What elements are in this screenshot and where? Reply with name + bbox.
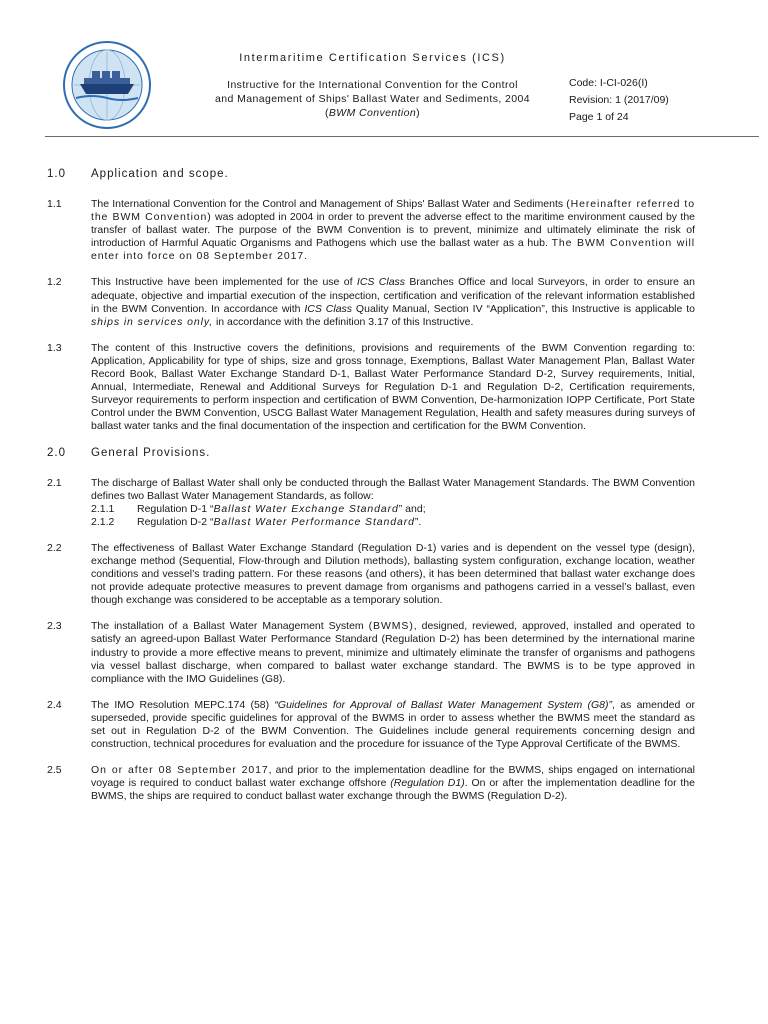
paragraph-2-3: 2.3 The installation of a Ballast Water Management System (BWMS), designed, reviewed, approved, installed and operated to satisfy an agreed-upon Ballast Water Performance Standard (Regulation D-2) has been determined by the international marine industry to provide a more effective means to prevent, minimize and ultimately eliminate the transfer of organisms and pathogens via vessel ballast discharge, when compared to ballast water exchange standard. The BWMS is to be type approved in compliance with the IMO Guidelines (G8). (47, 620, 695, 685)
header-title-block (190, 52, 555, 120)
paragraph-2-4: 2.4 The IMO Resolution MEPC.174 (58) “Guidelines for Approval of Ballast Water Management System (G8)”, as amended or superseded, provide specific guidelines for approval of the BWMS in order to assess whether the BWMS meet the standard as set out in Regulation D-2 of the BWM Convention. The Guidelines include general requirements concerning design and construction, technical procedures for evaluation and the procedure for issuance of the Type Approval Certificate of the BWMS. (47, 698, 695, 751)
paragraph-2-5: 2.5 On or after 08 September 2017, and prior to the implementation deadline for the BWMS, ships engaged on international voyage is required to conduct ballast water exchange offshore (Regulation D1). On or after the implementation deadline for the BWMS, the ships are required to conduct ballast water exchange through the BWMS (Regulation D-2). (47, 764, 695, 803)
paragraph-2-1: 2.1 The discharge of Ballast Water shall only be conducted through the Ballast Water Management Standards. The BWM Convention defines two Ballast Water Management Standards, as follow: 2.1.1 Regulation D-1 “Ballast Water Exchange Standard” and; 2.1.2 Regulation D-2 “Ballast Water Performance Standard”. (47, 476, 695, 528)
subitem-2-1-2: 2.1.2 Regulation D-2 “Ballast Water Performance Standard”. (91, 515, 422, 528)
document-meta (569, 75, 669, 126)
document-revision: Revision: 1 (2017/09) (569, 94, 669, 106)
organization-name: Intermaritime Certification Services (ICS) (239, 52, 506, 64)
document-body (0, 168, 768, 803)
paragraph-2-2: 2.2 The effectiveness of Ballast Water Exchange Standard (Regulation D-1) varies and is dependent on the vessel type (design), exchange method (Sequential, Flow-through and Dilution methods), ballasting system configuration, exchange location, weather conditions and vessel’s trading pattern. For these reasons (and others), it has been determined that ballast water exchange does not provide adequate protective measures to prevent damage from organisms and pathogens carried in a vessel’s ballast, even though exchange was considered to be acceptable as a temporary solution. (47, 541, 695, 607)
subitem-2-1-1: 2.1.1 Regulation D-1 “Ballast Water Exchange Standard” and; (91, 502, 426, 515)
document-subtitle: Instructive for the International Convention for the Control and Management of Ships' Ballast Water and Sediments, 2004 (BWM Convention) (215, 79, 530, 119)
paragraph-1-3: 1.3 The content of this Instructive covers the definitions, provisions and requirements of the BWM Convention regarding to: Application, Applicability for type of ships, size and gross tonnage, Exemptions, Ballast Water Management Plan, Ballast Water Record Book, Ballast Water Exchange Standard D-1, Ballast Water Performance Standard D-2, Survey requirements, Initial, Annual, Intermediate, Renewal and Additional Surveys for Regulation D-1 and Regulation D-2, Certification requirements, Surveyor requirements to perform inspection and certification of BWM Convention, De-harmonization IOPP Certificate, Port State Control under the BWM Convention, USCG Ballast Water Management Regulation, Health and safety measures during surveys of ballast water tanks and the final documentation of the inspection and certification for the BWM Convention. (47, 341, 695, 433)
ics-class-logo-icon (62, 40, 152, 130)
section-heading-2: 2.0 General Provisions. (47, 446, 211, 459)
header-divider (45, 136, 759, 137)
paragraph-1-2: 1.2 This Instructive have been implemented for the use of ICS Class Branches Office and local Surveyors, in order to ensure an adequate, objective and impartial execution of the inspection, certification and verification of the relevant information established in the BWM Convention. In accordance with ICS Class Quality Manual, Section IV “Application”, this Instructive is applicable to ships in services only, in accordance with the definition 3.17 of this Instructive. (47, 276, 695, 328)
document-header (0, 0, 768, 138)
paragraph-1-1: 1.1 The International Convention for the Control and Management of Ships' Ballast Water and Sediments (Hereinafter referred to the BWM Convention) was adopted in 2004 in order to prevent the adverse effect to the maritime environment caused by the transfer of ballast water. The purpose of the BWM Convention is to prevent, minimize and ultimately eliminate the risk of introduction of Harmful Aquatic Organisms and Pathogens which use the ballast water as a hub. The BWM Convention will enter into force on 08 September 2017. (47, 198, 695, 263)
document-code: Code: I-CI-026(I) (569, 77, 648, 89)
page-number: Page 1 of 24 (569, 111, 629, 123)
section-heading-1: 1.0 Application and scope. (47, 168, 229, 180)
